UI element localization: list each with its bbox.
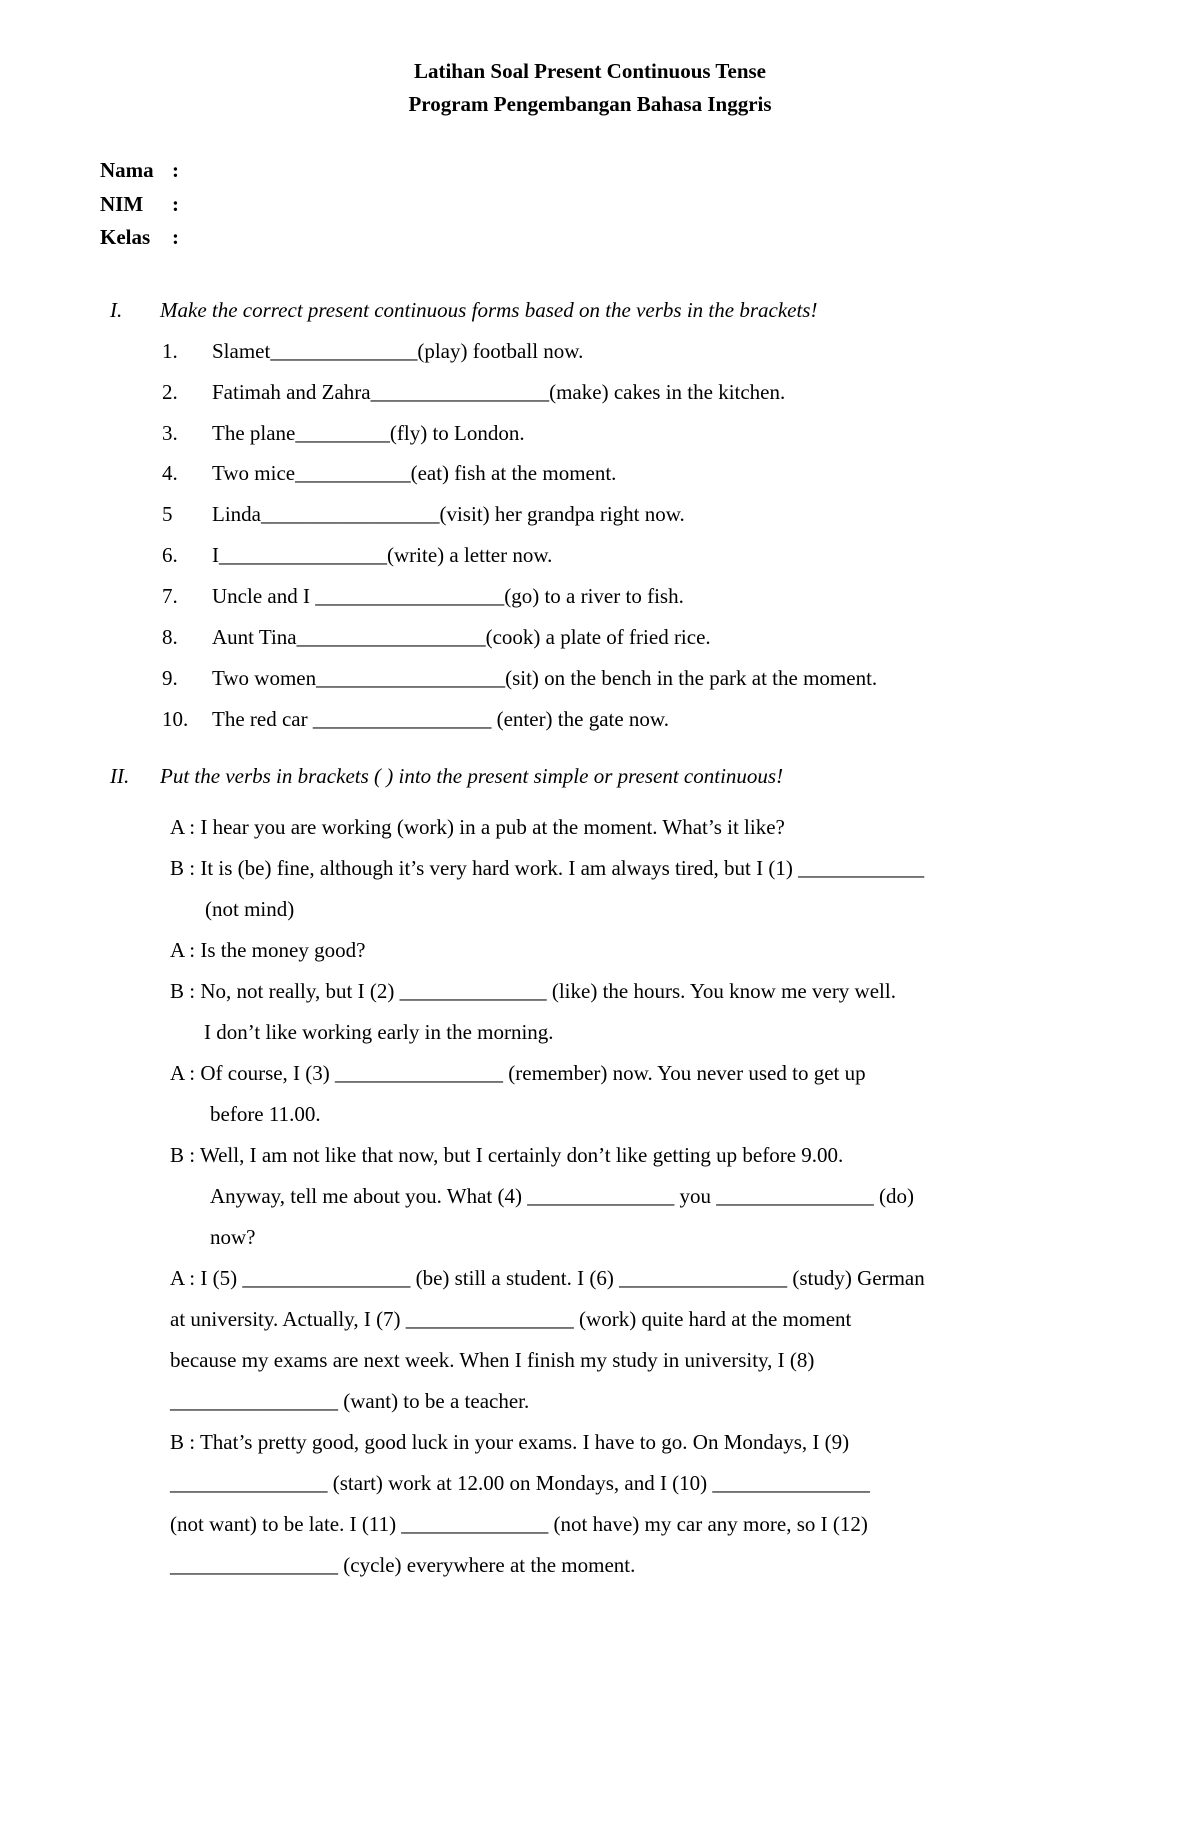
item-number: 2. <box>162 380 178 404</box>
item-text: The plane_________(fly) to London. <box>212 421 525 445</box>
list-item <box>162 421 525 446</box>
item-text: The red car _________________ (enter) the gate now. <box>212 707 669 731</box>
item-number: 5 <box>162 502 173 526</box>
item-number: 3. <box>162 421 178 445</box>
dialogue-line: A : I (5) ________________ (be) still a student. I (6) ________________ (study) German <box>170 1266 925 1290</box>
identity-name-row <box>100 158 179 183</box>
identity-label: NIM <box>100 192 144 216</box>
list-item <box>162 380 785 405</box>
dialogue-line: B : That’s pretty good, good luck in your exams. I have to go. On Mondays, I (9) <box>170 1430 850 1454</box>
item-text: Linda_________________(visit) her grandpa right now. <box>212 502 685 526</box>
list-item <box>162 625 711 650</box>
item-text: Two women__________________(sit) on the bench in the park at the moment. <box>212 666 878 690</box>
identity-class-row <box>100 225 179 250</box>
item-number: 1. <box>162 339 178 363</box>
section-instruction: Put the verbs in brackets ( ) into the present simple or present continuous! <box>160 764 784 788</box>
dialogue-line: (not want) to be late. I (11) ______________ (not have) my car any more, so I (12) <box>170 1512 868 1536</box>
list-item <box>162 461 616 486</box>
dialogue-line: ________________ (want) to be a teacher. <box>170 1389 530 1413</box>
section-number: II. <box>110 764 130 788</box>
dialogue-line: ________________ (cycle) everywhere at the moment. <box>170 1553 636 1577</box>
item-text: Aunt Tina__________________(cook) a plate of fried rice. <box>212 625 711 649</box>
item-text: Two mice___________(eat) fish at the moment. <box>212 461 617 485</box>
dialogue-line: A : I hear you are working (work) in a pub at the moment. What’s it like? <box>170 815 785 839</box>
page-title: Latihan Soal Present Continuous Tense <box>413 59 767 83</box>
list-item <box>162 502 685 527</box>
identity-colon: : <box>172 192 179 216</box>
identity-colon: : <box>172 158 179 182</box>
item-number: 8. <box>162 625 178 649</box>
item-number: 7. <box>162 584 178 608</box>
section-1-heading <box>110 298 817 323</box>
dialogue-line: Anyway, tell me about you. What (4) ______________ you _______________ (do) <box>210 1184 914 1208</box>
list-item <box>162 584 684 609</box>
item-number: 9. <box>162 666 178 690</box>
section-2-heading <box>110 764 783 789</box>
section-number: I. <box>110 298 123 322</box>
item-text: Fatimah and Zahra_________________(make) cakes in the kitchen. <box>212 380 786 404</box>
identity-label: Nama <box>100 158 154 182</box>
dialogue-line: _______________ (start) work at 12.00 on Mondays, and I (10) _______________ <box>170 1471 870 1495</box>
item-text: I________________(write) a letter now. <box>212 543 553 567</box>
dialogue-line: now? <box>210 1225 256 1249</box>
list-item <box>162 707 669 732</box>
dialogue-line: before 11.00. <box>210 1102 321 1126</box>
list-item <box>162 666 877 691</box>
identity-colon: : <box>172 225 179 249</box>
item-number: 4. <box>162 461 178 485</box>
identity-nim-row <box>100 192 179 217</box>
dialogue-line: A : Is the money good? <box>170 938 366 962</box>
dialogue-line: A : Of course, I (3) ________________ (remember) now. You never used to get up <box>170 1061 866 1085</box>
item-text: Uncle and I __________________(go) to a river to fish. <box>212 584 684 608</box>
identity-label: Kelas <box>100 225 151 249</box>
item-number: 10. <box>162 707 189 731</box>
list-item <box>162 543 552 568</box>
page-subtitle: Program Pengembangan Bahasa Inggris <box>408 92 772 116</box>
dialogue-line: B : Well, I am not like that now, but I certainly don’t like getting up before 9.00. <box>170 1143 844 1167</box>
dialogue-line: I don’t like working early in the morning. <box>204 1020 554 1044</box>
section-instruction: Make the correct present continuous forms based on the verbs in the brackets! <box>160 298 818 322</box>
item-text: Slamet______________(play) football now. <box>212 339 584 363</box>
item-number: 6. <box>162 543 178 567</box>
dialogue-line: B : No, not really, but I (2) ______________ (like) the hours. You know me very well. <box>170 979 896 1003</box>
dialogue-line: at university. Actually, I (7) ________________ (work) quite hard at the moment <box>170 1307 852 1331</box>
dialogue-line: B : It is (be) fine, although it’s very hard work. I am always tired, but I (1) ____________ <box>170 856 925 880</box>
list-item <box>162 339 583 364</box>
dialogue-line: (not mind) <box>205 897 295 921</box>
dialogue-line: because my exams are next week. When I finish my study in university, I (8) <box>170 1348 815 1372</box>
